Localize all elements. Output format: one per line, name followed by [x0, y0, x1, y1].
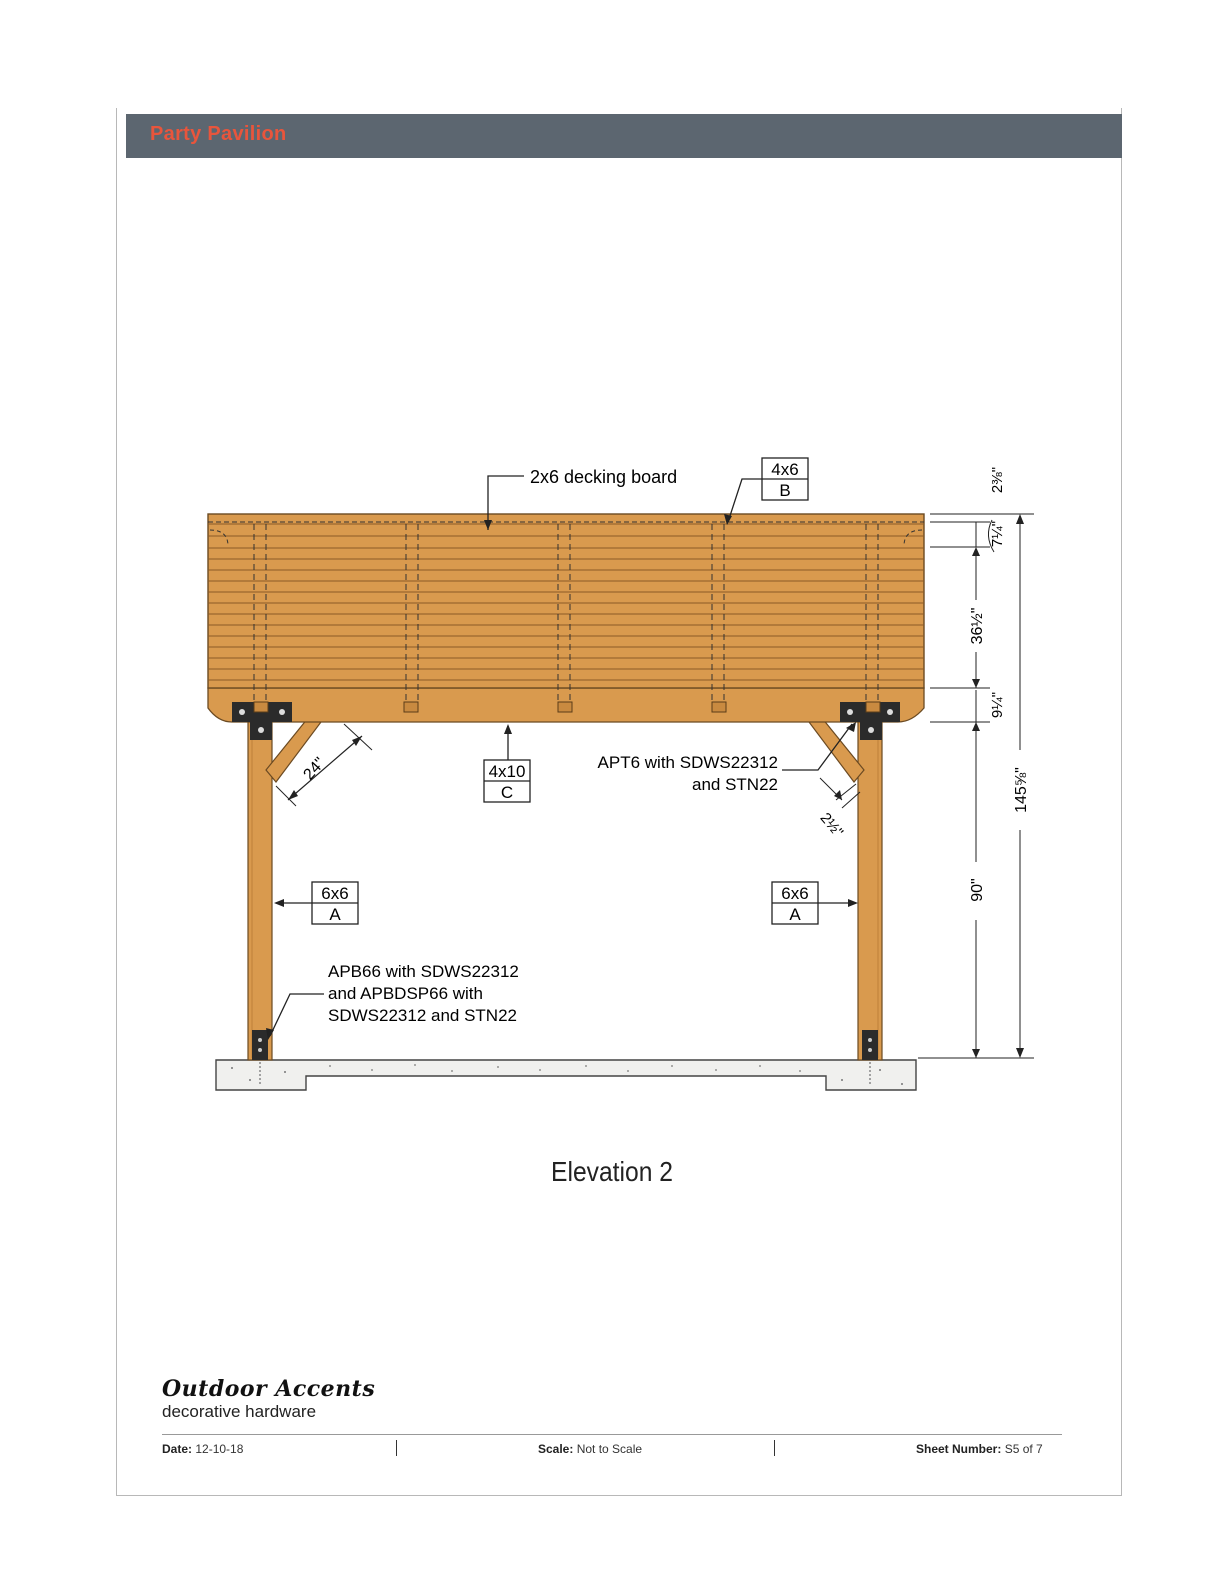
dim-top-a-label: 2⅜" [989, 466, 1006, 494]
right-post-cap-bracket [840, 702, 900, 740]
sheet-value: S5 of 7 [1004, 1442, 1043, 1456]
date-label: Date: [162, 1442, 193, 1456]
sheet-label: Sheet Number: [916, 1442, 1002, 1456]
apb66-note-line1: APB66 with SDWS22312 [328, 962, 519, 981]
apb66-note [266, 962, 519, 1040]
dim-post-label: 90" [969, 878, 986, 902]
brace-offset-dimension [817, 778, 860, 841]
brand-logo: Outdoor Accents [162, 1376, 376, 1402]
scale-value: Not to Scale [576, 1442, 643, 1456]
tag-4x10-letter: C [500, 783, 514, 802]
dimension-labels [969, 467, 1030, 902]
decking-label: 2x6 decking board [530, 467, 678, 487]
footer-date [162, 1442, 243, 1456]
tag-6x6-a-right [772, 882, 858, 924]
footer-scale [538, 1442, 642, 1456]
brace-length-label: 24" [300, 754, 329, 784]
footer-separator [396, 1440, 397, 1456]
brand-block [162, 1376, 375, 1422]
tag-4x10-size: 4x10 [488, 762, 526, 781]
footer-sheet-number [916, 1442, 1043, 1456]
right-knee-brace [806, 718, 864, 782]
dim-beam-label: 9¼" [989, 691, 1006, 719]
apt6-note-line2: and STN22 [692, 775, 778, 794]
apb66-note-line3: SDWS22312 and STN22 [328, 1006, 517, 1025]
right-post-base-bracket [862, 1030, 878, 1060]
scale-label: Scale: [538, 1442, 574, 1456]
brace-offset-label: 2½" [816, 809, 847, 841]
tag-6x6-left-letter: A [329, 905, 341, 924]
left-post-base-bracket [252, 1030, 268, 1060]
tag-6x6-a-left [274, 882, 358, 924]
brace-length-dimension [276, 724, 372, 806]
dim-rail-label: 36½" [969, 607, 986, 645]
tag-6x6-right-size: 6x6 [781, 884, 809, 903]
page-title: Party Pavilion [150, 123, 287, 145]
concrete-foundation [216, 1060, 916, 1090]
brand-tagline: decorative hardware [162, 1402, 317, 1421]
left-post-cap-bracket [232, 702, 292, 740]
footer-divider [162, 1434, 1062, 1435]
footer-separator [774, 1440, 775, 1456]
date-value: 12-10-18 [195, 1442, 244, 1456]
apb66-note-line2: and APBDSP66 with [328, 984, 483, 1003]
right-post [858, 712, 882, 1060]
apt6-note-line1: APT6 with SDWS22312 [597, 753, 778, 772]
dim-overall-label: 145⅝" [1013, 767, 1030, 813]
decking-panel [208, 514, 924, 706]
tag-6x6-left-size: 6x6 [321, 884, 349, 903]
drawing-caption: Elevation 2 [551, 1156, 673, 1187]
tag-4x6-letter: B [779, 481, 791, 500]
tag-4x6-size: 4x6 [771, 460, 799, 479]
dim-top-b-label: 7¼" [989, 520, 1006, 548]
tag-6x6-right-letter: A [789, 905, 801, 924]
tag-4x10-c [484, 724, 530, 802]
left-post [248, 712, 272, 1060]
